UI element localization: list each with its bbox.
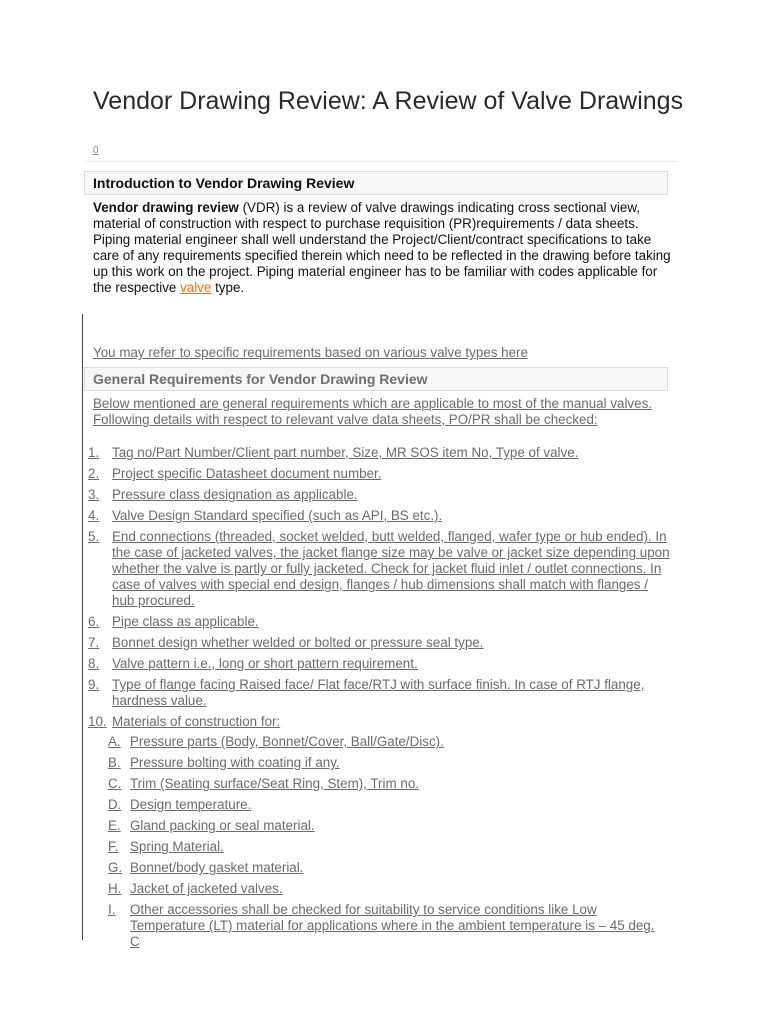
requirement-item[interactable] <box>0 614 672 630</box>
subitem-text: Gland packing or seal material. <box>130 818 315 833</box>
intro-paragraph-2 <box>93 232 673 296</box>
requirement-number: 5. <box>88 529 100 544</box>
general-paragraph-2: Following details with respect to relevant valve data sheets, PO/PR shall be checked: <box>93 412 598 427</box>
intro-paragraph-1 <box>93 200 673 232</box>
requirement-number: 3. <box>88 487 100 502</box>
requirement-number: 8. <box>88 656 100 671</box>
subitem-letter: F. <box>108 839 119 854</box>
materials-subitem[interactable] <box>22 734 664 750</box>
requirement-item-materials[interactable] <box>0 714 672 950</box>
subitem-letter: D. <box>108 797 122 812</box>
materials-subitem[interactable] <box>22 902 664 950</box>
subitem-letter: B. <box>108 755 121 770</box>
general-heading: General Requirements for Vendor Drawing Review <box>84 367 668 391</box>
requirement-text: Type of flange facing Raised face/ Flat face/RTJ with surface finish. In case of RTJ flange, hardness value. <box>112 677 645 708</box>
materials-subitem[interactable] <box>22 776 664 792</box>
requirement-number: 7. <box>88 635 100 650</box>
subitem-text: Jacket of jacketed valves. <box>130 881 283 896</box>
general-intro <box>93 396 673 428</box>
intro-p2-text: Piping material engineer shall well understand the Project/Client/contract specifications to take care of any requirements specified therein which need to be reflected in the drawing before taking up this work on the project. Piping material engineer has to be familiar with codes applicable for the respective <box>93 232 671 295</box>
requirement-text: Project specific Datasheet document number. <box>112 466 382 481</box>
requirement-text: End connections (threaded, socket welded, butt welded, flanged, wafer type or hub ended). In the case of jacketed valves, the jacket flange size may be valve or jacket size depending upon whether the valve is partly or fully jacketed. Check for jacket fluid inlet / outlet connections. In case of valves with special end design, flanges / hub dimensions shall match with flanges / hub procured. <box>112 529 670 608</box>
requirement-number: 9. <box>88 677 100 692</box>
requirement-text: Bonnet design whether welded or bolted or pressure seal type. <box>112 635 484 650</box>
requirement-text: Valve pattern i.e., long or short pattern requirement. <box>112 656 418 671</box>
intro-body <box>93 200 673 296</box>
requirements-list <box>0 445 680 955</box>
valve-types-link[interactable]: You may refer to specific requirements based on various valve types here <box>93 345 528 360</box>
materials-subitem[interactable] <box>22 860 664 876</box>
requirement-number: 10. <box>88 714 107 729</box>
requirement-item[interactable] <box>0 466 672 482</box>
subitem-text: Trim (Seating surface/Seat Ring, Stem), Trim no. <box>130 776 419 791</box>
comment-count-link[interactable]: 0 <box>93 145 99 156</box>
subitem-letter: A. <box>108 734 121 749</box>
intro-heading: Introduction to Vendor Drawing Review <box>84 171 668 195</box>
intro-term: Vendor drawing review <box>93 200 239 215</box>
page-title: Vendor Drawing Review: A Review of Valve Drawings <box>93 87 684 115</box>
subitem-text: Pressure parts (Body, Bonnet/Cover, Ball/Gate/Disc). <box>130 734 444 749</box>
requirement-text: Pipe class as applicable. <box>112 614 259 629</box>
materials-sublist <box>108 734 672 950</box>
general-paragraph-1: Below mentioned are general requirements which are applicable to most of the manual valves. <box>93 396 652 411</box>
materials-subitem[interactable] <box>22 755 664 771</box>
requirement-number: 1. <box>88 445 100 460</box>
intro-p1-text: (VDR) is a review of valve drawings indicating cross sectional view, material of construction with respect to purchase requisition (PR)requirements / data sheets. <box>93 200 640 231</box>
subitem-text: Design temperature. <box>130 797 252 812</box>
subitem-letter: C. <box>108 776 122 791</box>
requirement-item[interactable] <box>0 508 672 524</box>
valve-link[interactable]: valve <box>180 280 212 295</box>
requirement-number: 6. <box>88 614 100 629</box>
requirement-item[interactable] <box>0 677 672 709</box>
subitem-text: Pressure bolting with coating if any. <box>130 755 340 770</box>
subitem-letter: I. <box>108 902 116 917</box>
requirement-item[interactable] <box>0 487 672 503</box>
requirement-text: Pressure class designation as applicable. <box>112 487 358 502</box>
materials-subitem[interactable] <box>22 818 664 834</box>
subitem-text: Bonnet/body gasket material. <box>130 860 304 875</box>
requirement-item[interactable] <box>0 635 672 651</box>
title-divider <box>84 161 678 162</box>
requirement-number: 2. <box>88 466 100 481</box>
subitem-letter: E. <box>108 818 121 833</box>
requirement-item[interactable] <box>0 656 672 672</box>
requirement-text: Tag no/Part Number/Client part number, Size, MR SOS item No, Type of valve. <box>112 445 579 460</box>
requirement-item[interactable] <box>0 445 672 461</box>
subitem-letter: G. <box>108 860 123 875</box>
subitem-letter: H. <box>108 881 122 896</box>
materials-subitem[interactable] <box>22 797 664 813</box>
requirement-item[interactable] <box>0 529 672 609</box>
requirement-text: Valve Design Standard specified (such as API, BS etc.). <box>112 508 443 523</box>
materials-subitem[interactable] <box>22 839 664 855</box>
requirement-number: 4. <box>88 508 100 523</box>
intro-p2-end: type. <box>211 280 245 295</box>
materials-subitem[interactable] <box>22 881 664 897</box>
subitem-text: Spring Material. <box>130 839 224 854</box>
subitem-text: Other accessories shall be checked for suitability to service conditions like Low Temperature (LT) material for applications where in the ambient temperature is – 45 deg. C <box>130 902 655 949</box>
requirement-text: Materials of construction for: <box>112 714 281 729</box>
